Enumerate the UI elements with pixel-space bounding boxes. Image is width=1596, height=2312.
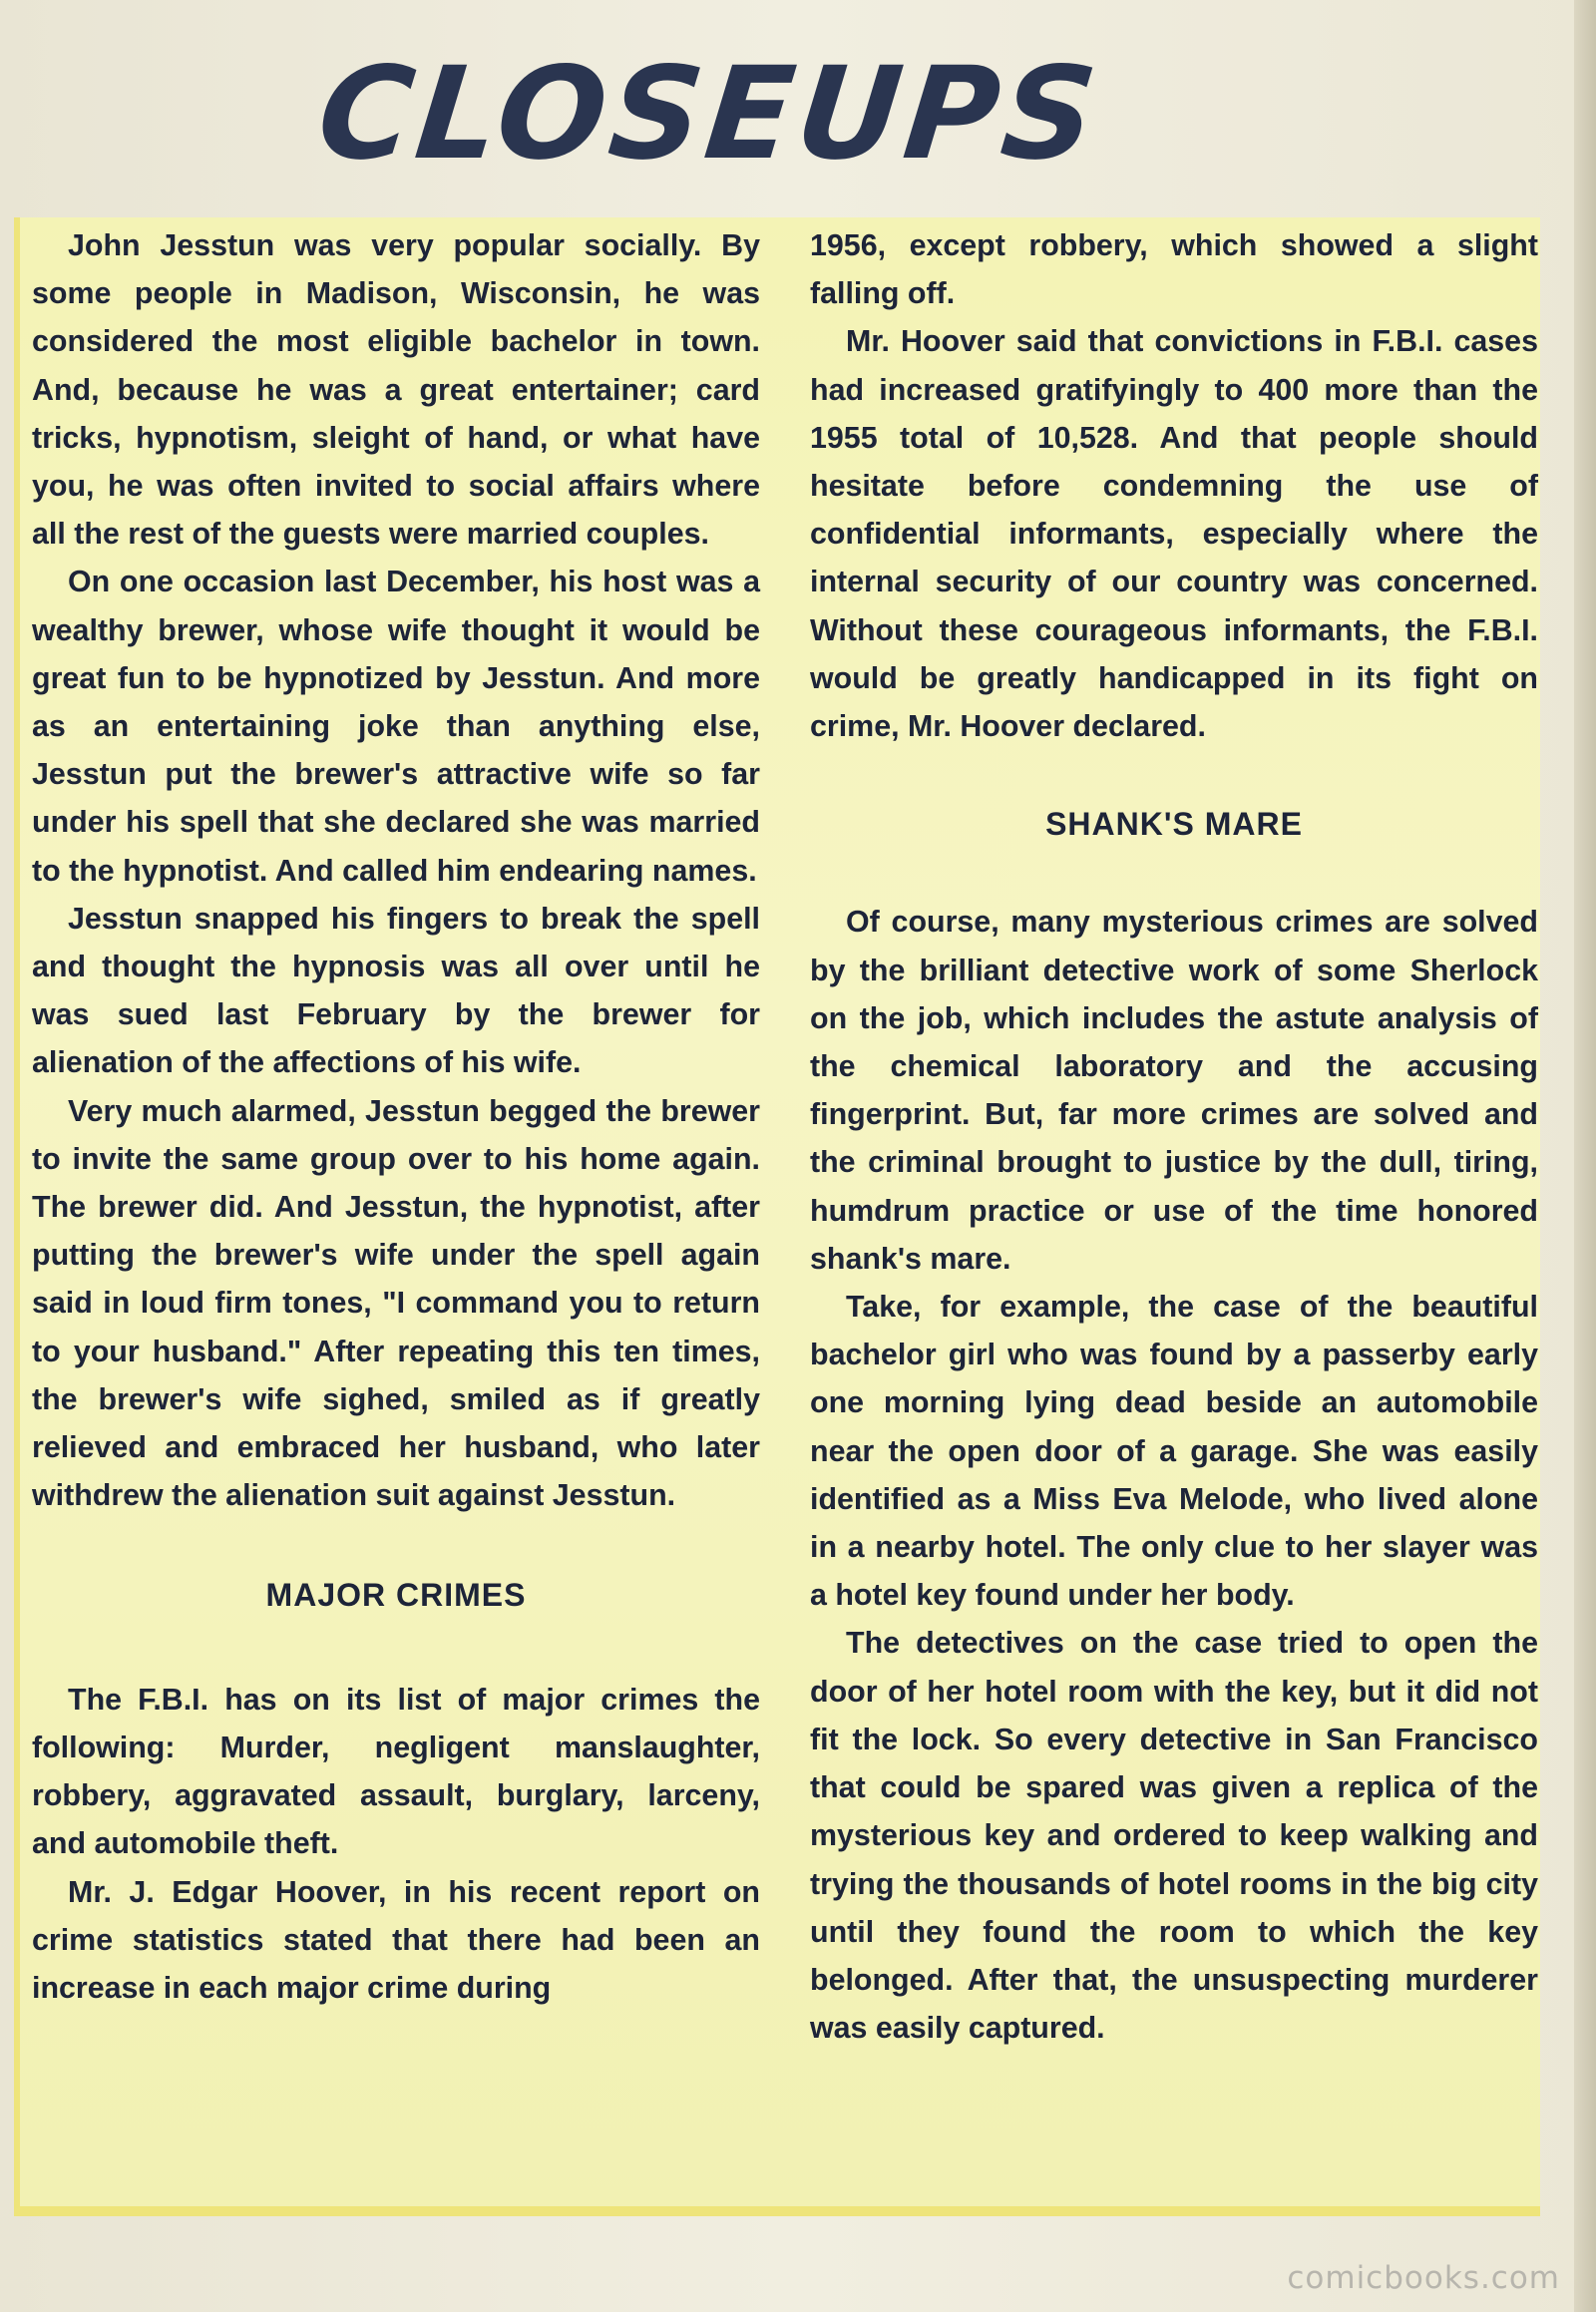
paragraph: The detectives on the case tried to open the door of her hotel room with the key, but it did not fit the lock. So every detective in San Francisco that could be spared was given a replica of the mysterious key and ordered to keep walking and trying the thousands of hotel rooms in the big city until they found the room to which the key belonged. After that, the unsuspecting murderer was easily captured. [810,1626,1538,2046]
section-heading-shanks-mare: SHANK'S MARE [1045,806,1303,843]
page-edge [1574,0,1596,2312]
section-heading-major-crimes: MAJOR CRIMES [265,1577,527,1614]
text-panel [14,217,1540,2216]
paragraph: On one occasion last December, his host was a wealthy brewer, whose wife thought it would be great fun to be hypnotized by Jesstun. And more as an entertaining joke than anything else, Jesstun put the brewer's attractive wife so far under his spell that she declared she was married to the hypnotist. And called him endearing names. [32,565,760,888]
watermark: comicbooks.com [1287,2260,1560,2296]
left-column [32,221,760,2012]
paragraph: Mr. J. Edgar Hoover, in his recent report on crime statistics stated that there had been an increase in each major crime during [32,1874,760,2005]
paragraph: John Jesstun was very popular socially. By some people in Madison, Wisconsin, he was considered the most eligible bachelor in town. And, because he was a great entertainer; card tricks, hypnotism, sleight of hand, or what have you, he was often invited to social affairs where all the rest of the guests were married couples. [32,228,760,552]
paragraph: Very much alarmed, Jesstun begged the brewer to invite the same group over to his home again. The brewer did. And Jesstun, the hypnotist, after putting the brewer's wife under the spell again said in loud firm tones, "I command you to return to your husband." After repeating this ten times, the brewer's wife sighed, smiled as if greatly relieved and embraced her husband, who later withdrew the alienation suit against Jesstun. [32,1093,760,1513]
paragraph: Mr. Hoover said that convictions in F.B.I. cases had increased gratifyingly to 400 more than the 1955 total of 10,528. And that people should hesitate before condemning the use of confidential informants, especially where the internal security of our country was concerned. Without these courageous informants, the F.B.I. would be greatly handicapped in its fight on crime, Mr. Hoover declared. [810,324,1538,744]
paragraph: 1956, except robbery, which showed a slight falling off. [810,228,1538,311]
page-title: CLOSEUPS [311,40,1107,189]
paragraph: The F.B.I. has on its list of major crimes the following: Murder, negligent manslaughter, robbery, aggravated assault, burglary, larceny, and automobile theft. [32,1682,760,1861]
right-column [810,221,1538,2052]
paragraph: Take, for example, the case of the beautiful bachelor girl who was found by a passerby early one morning lying dead beside an automobile near the open door of a garage. She was easily identified as a Miss Eva Melode, who lived alone in a nearby hotel. The only clue to her slayer was a hotel key found under her body. [810,1290,1538,1613]
paragraph: Of course, many mysterious crimes are solved by the brilliant detective work of some Sherlock on the job, which includes the astute analysis of the chemical laboratory and the accusing fingerprint. But, far more crimes are solved and the criminal brought to justice by the dull, tiring, humdrum practice or use of the time honored shank's mare. [810,905,1538,1276]
paragraph: Jesstun snapped his fingers to break the spell and thought the hypnosis was all over until he was sued last February by the brewer for alienation of the affections of his wife. [32,901,760,1080]
